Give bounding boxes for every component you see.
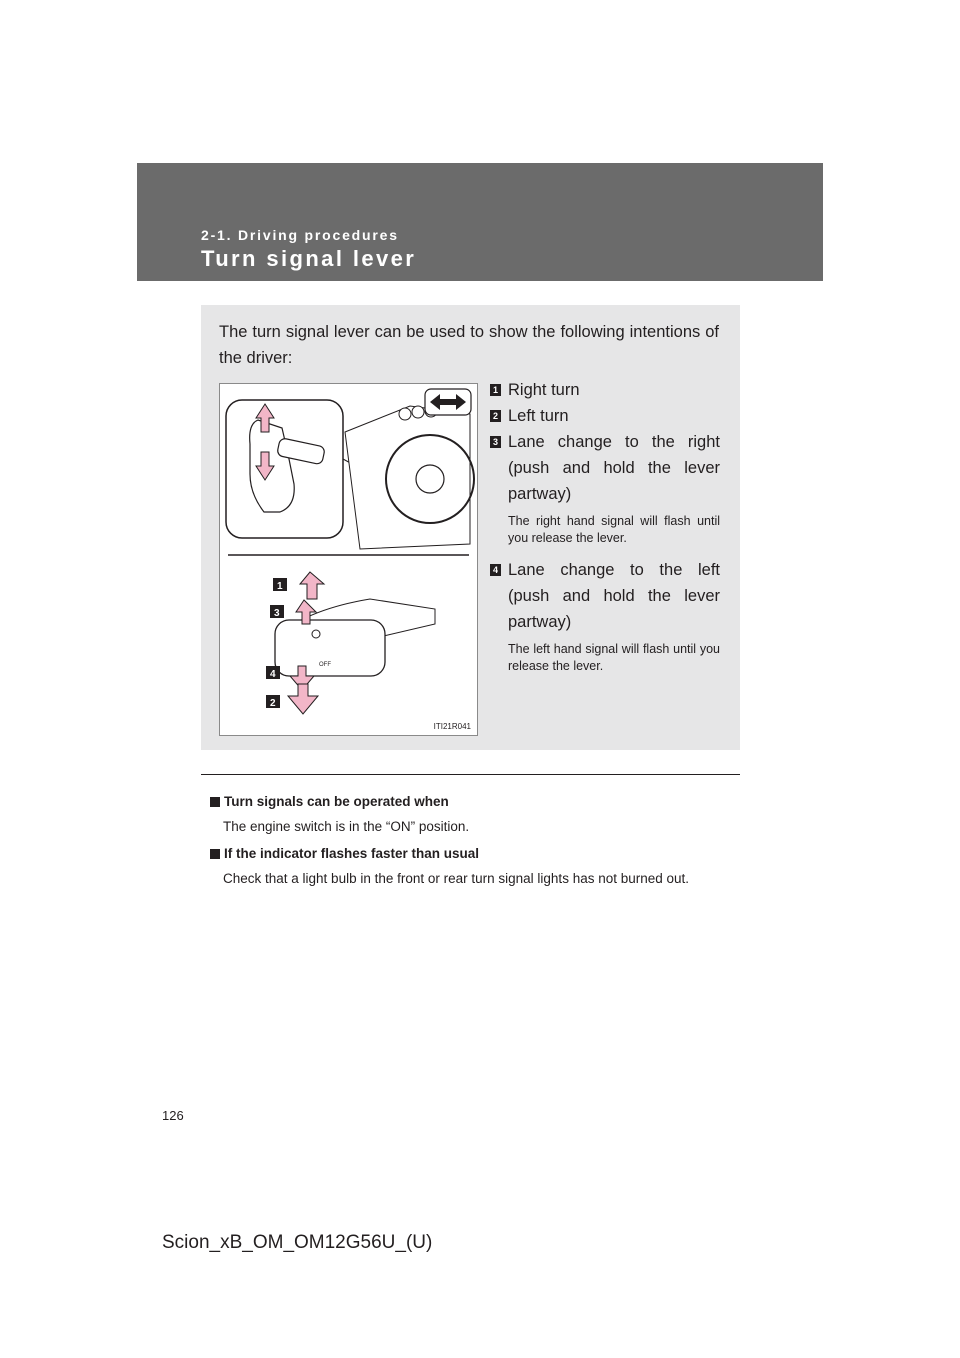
vent-2 <box>412 406 424 418</box>
step-number: 3 <box>490 436 501 448</box>
divider <box>201 774 740 775</box>
step-list <box>490 377 720 685</box>
intro-text: The turn signal lever can be used to show the following intentions of the driver: <box>219 323 719 367</box>
note-body: Check that a light bulb in the front or rear turn signal lights has not burned out. <box>223 871 690 886</box>
step-text: Right turn <box>508 381 580 399</box>
arrow-shaft <box>440 399 456 405</box>
lever-diagram <box>220 384 477 735</box>
callout-1: 1 <box>277 581 283 592</box>
step-item <box>490 557 720 675</box>
step-number: 1 <box>490 384 501 396</box>
step-item <box>490 377 720 403</box>
callout-2: 2 <box>270 698 276 709</box>
vent-1 <box>399 408 411 420</box>
header-band <box>137 163 823 281</box>
step-item <box>490 403 720 429</box>
arrow-right-turn-icon <box>300 572 324 599</box>
step-note: The left hand signal will flash until you release the lever. <box>508 642 720 673</box>
turn-signal-illustration <box>219 383 478 736</box>
arrow-left-turn-icon <box>288 684 318 714</box>
notes-section <box>210 793 740 897</box>
section-label: 2-1. Driving procedures <box>201 227 399 243</box>
note-title: If the indicator flashes faster than usual <box>224 846 480 861</box>
callout-4: 4 <box>270 669 276 680</box>
note-body: The engine switch is in the “ON” position. <box>223 819 470 834</box>
note-heading <box>210 793 740 811</box>
step-text: Lane change to the left (push and hold the lever partway) <box>508 561 720 631</box>
step-text: Left turn <box>508 407 569 425</box>
note-heading <box>210 845 740 863</box>
off-label: OFF <box>319 662 331 668</box>
wheel-hub <box>416 465 444 493</box>
bullet-square-icon <box>210 797 220 807</box>
page-number: 126 <box>162 1108 184 1123</box>
page-title: Turn signal lever <box>201 246 417 271</box>
step-note: The right hand signal will flash until you release the lever. <box>508 514 720 545</box>
figure-code: ITI21R041 <box>433 722 471 731</box>
bullet-square-icon <box>210 849 220 859</box>
step-item <box>490 429 720 547</box>
description-panel <box>201 305 740 750</box>
note-title: Turn signals can be operated when <box>224 794 449 809</box>
step-text: Lane change to the right (push and hold the lever partway) <box>508 433 720 503</box>
step-number: 4 <box>490 564 501 576</box>
step-number: 2 <box>490 410 501 422</box>
dashboard <box>345 406 470 549</box>
document-footer: Scion_xB_OM_OM12G56U_(U) <box>162 1232 433 1253</box>
callout-3: 3 <box>274 608 280 619</box>
